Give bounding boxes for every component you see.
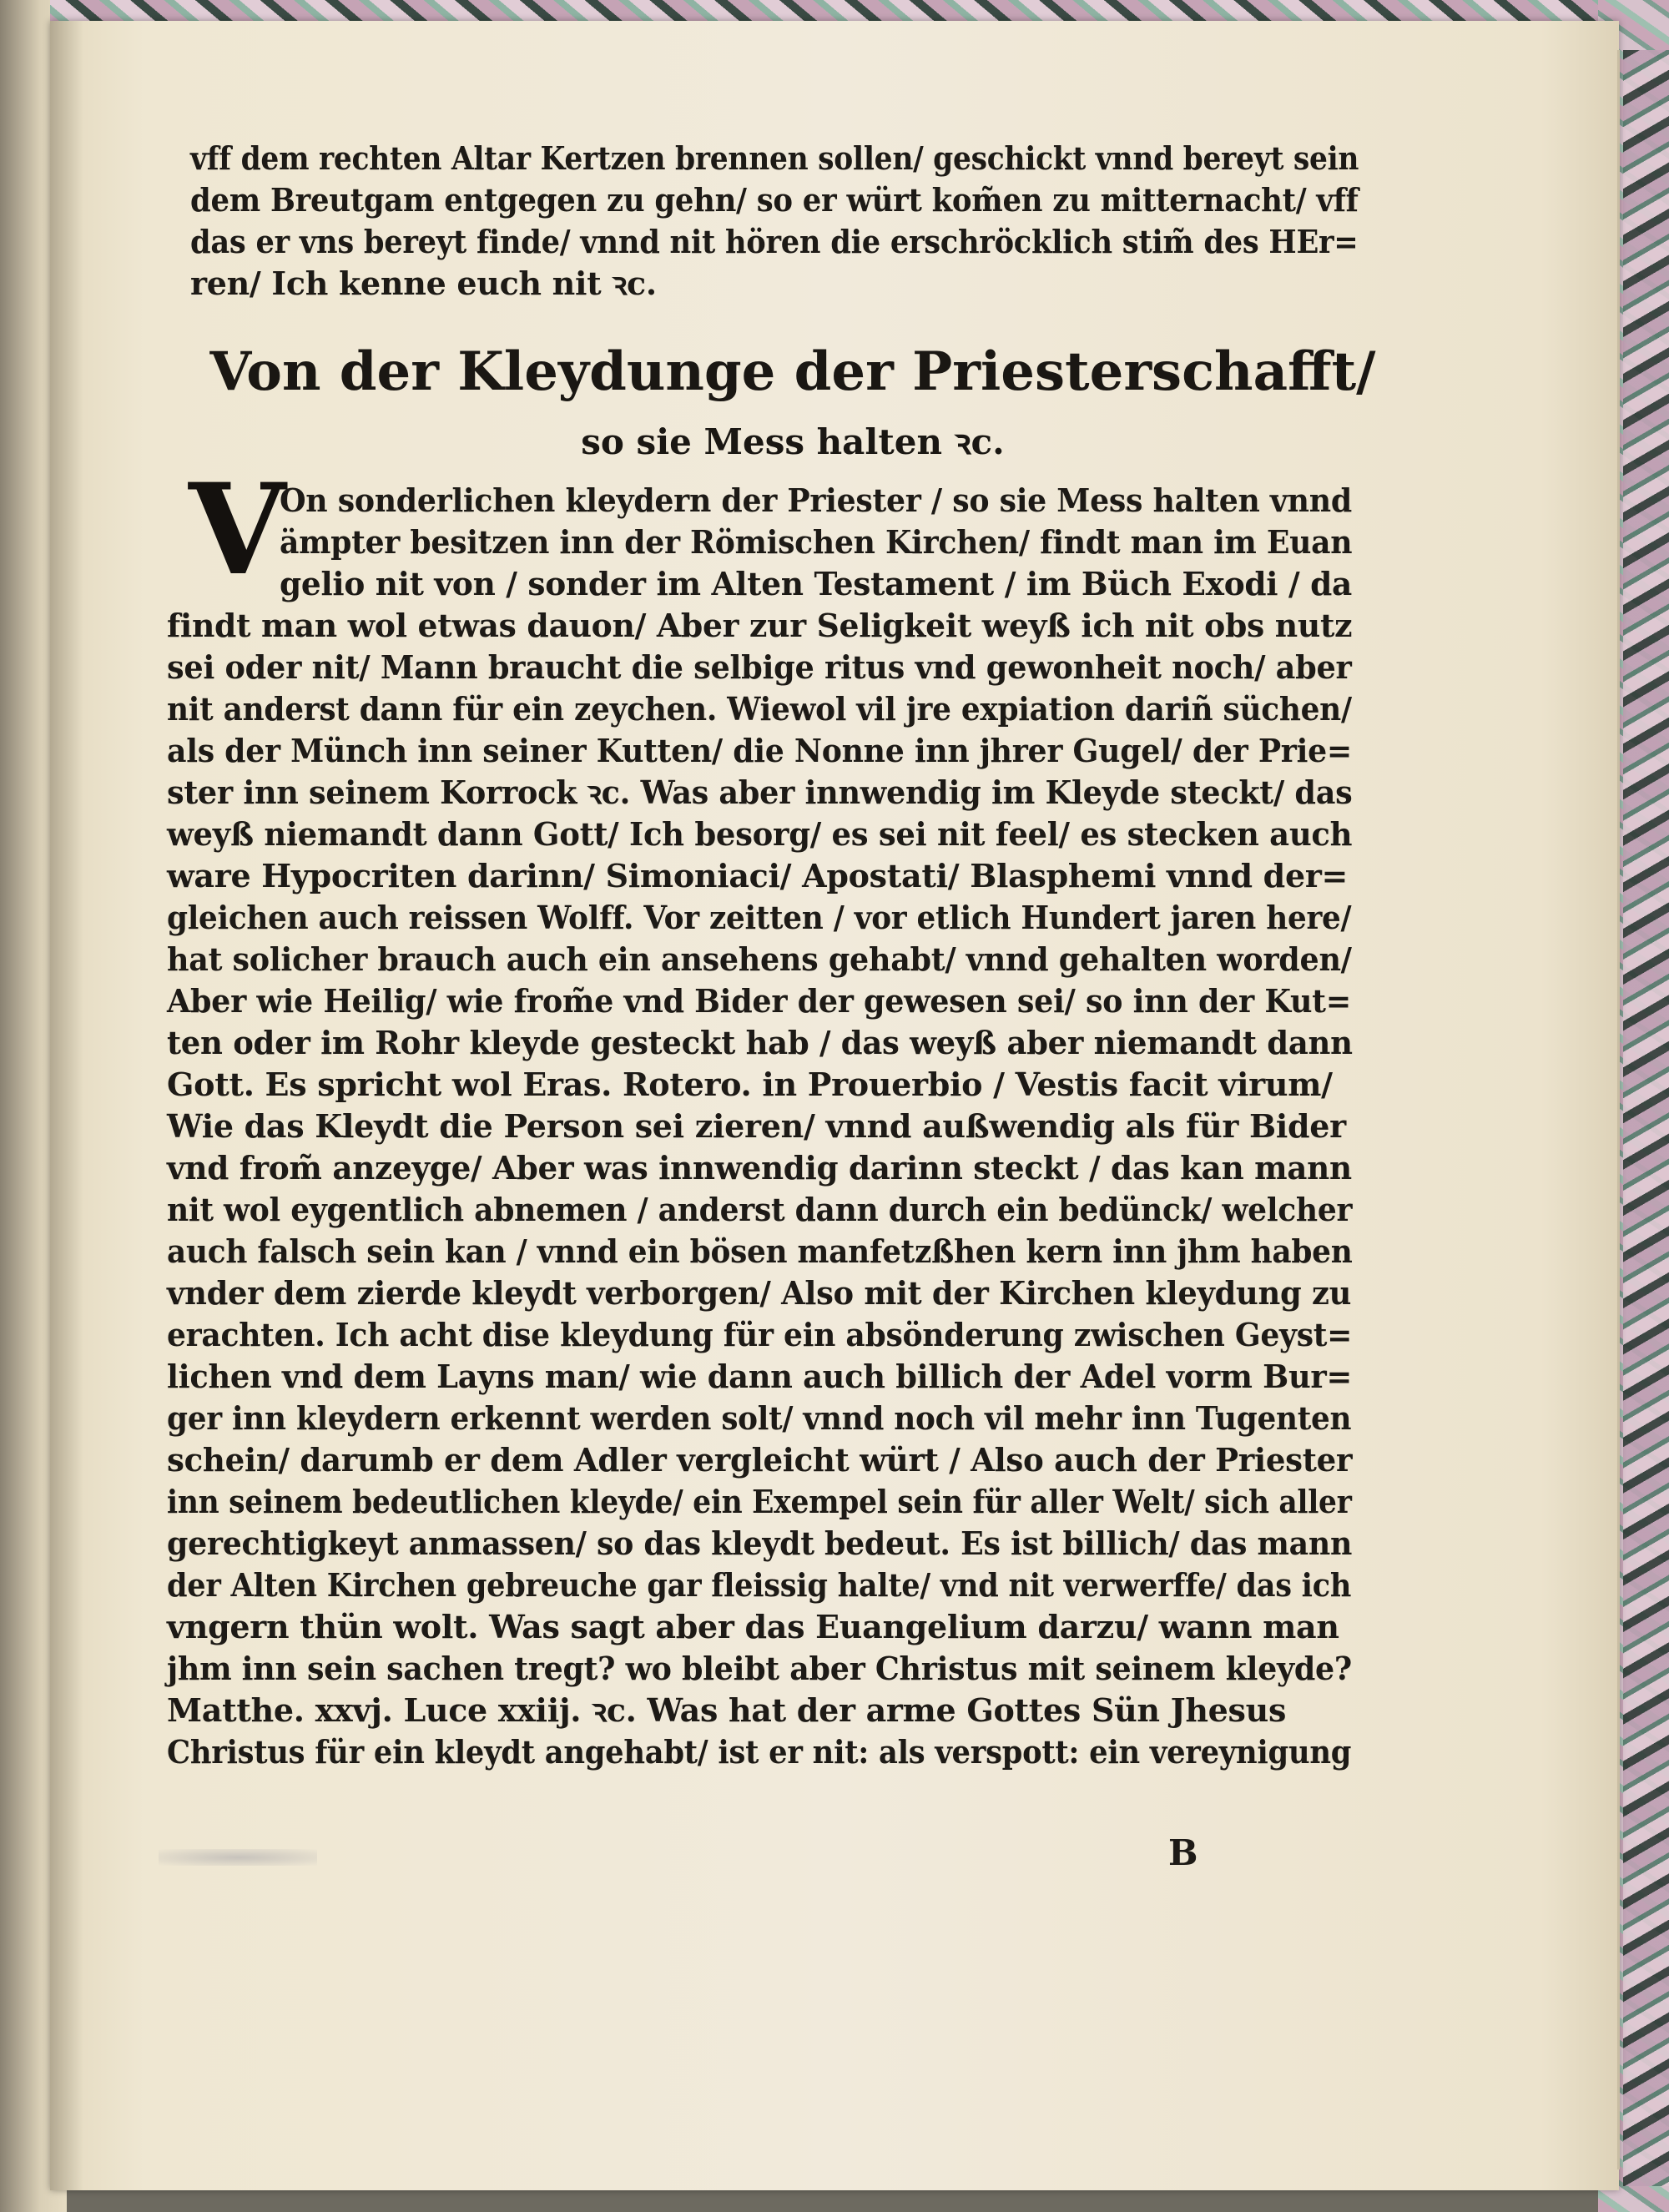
body-line: findt man wol etwas dauon/ Aber zur Seligkeit weyß ich nit obs nutz (167, 607, 1353, 644)
body-line: ämpter besitzen inn der Römischen Kirchen/ findt man im Euan (280, 523, 1353, 561)
intro-line: ren/ Ich kenne euch nit ꝛc. (190, 265, 657, 302)
body-line: nit wol eygentlich abnemen / anderst dann durch ein bedünck/ welcher (167, 1191, 1353, 1228)
body-line: On sonderlichen kleydern der Priester / so sie Mess halten vnnd (280, 481, 1352, 519)
ink-smudge (159, 1849, 317, 1866)
page-gutter (50, 21, 83, 2190)
section-heading: Von der Kleydunge der Priesterschafft/ (209, 340, 1376, 403)
body-line: weyß niemandt dann Gott/ Ich besorg/ es sei nit feel/ es stecken auch (167, 815, 1353, 853)
body-line: Wie das Kleydt die Person sei zieren/ vnnd außwendig als für Bider (167, 1107, 1346, 1145)
body-line: der Alten Kirchen gebreuche gar fleissig halte/ vnd nit verwerffe/ das ich (167, 1566, 1352, 1604)
body-line: gelio nit von / sonder im Alten Testament / im Büch Exodi / da (280, 565, 1353, 602)
intro-line: vff dem rechten Altar Kertzen brennen sollen/ geschickt vnnd bereyt sein (190, 139, 1359, 177)
signature-mark: B (1168, 1832, 1198, 1873)
body-line: schein/ darumb er dem Adler vergleicht würt / Also auch der Priester (167, 1441, 1353, 1479)
body-line: auch falsch sein kan / vnnd ein bösen manfetzßhen kern inn jhm haben (167, 1232, 1353, 1270)
decorated-initial: V (189, 456, 286, 603)
body-line: Christus für ein kleydt angehabt/ ist er nit: als verspott: ein vereynigung (167, 1733, 1352, 1771)
intro-line: dem Breutgam entgegen zu gehn/ so er würt kom̃en zu mitternacht/ vff (190, 181, 1359, 219)
body-line: Gott. Es spricht wol Eras. Rotero. in Prouerbio / Vestis facit virum/ (167, 1066, 1333, 1103)
body-line: Aber wie Heilig/ wie from̃e vnd Bider der gewesen sei/ so inn der Kut= (167, 982, 1351, 1020)
body-line: hat solicher brauch auch ein ansehens gehabt/ vnnd gehalten worden/ (167, 940, 1352, 978)
body-line: sei oder nit/ Mann braucht die selbige ritus vnd gewonheit noch/ aber (167, 648, 1352, 686)
body-line: ware Hypocriten darinn/ Simoniaci/ Apostati/ Blasphemi vnnd der= (167, 857, 1349, 894)
body-line: lichen vnd dem Layns man/ wie dann auch billich der Adel vorm Bur= (167, 1358, 1353, 1395)
body-line: gleichen auch reissen Wolff. Vor zeitten / vor etlich Hundert jaren here/ (167, 899, 1352, 936)
intro-line: das er vns bereyt finde/ vnnd nit hören die erschröcklich stim̃ des HEr= (190, 223, 1359, 260)
body-line: vngern thün wolt. Was sagt aber das Euangelium darzu/ wann man (167, 1608, 1339, 1645)
page-edge (1617, 50, 1620, 2169)
body-line: inn seinem bedeutlichen kleyde/ ein Exempel sein für aller Welt/ sich aller (167, 1483, 1352, 1520)
marbled-cover-pattern (1623, 50, 1669, 2186)
body-line: ten oder im Rohr kleyde gesteckt hab / das weyß aber niemandt dann (167, 1024, 1353, 1061)
body-line: vnd from̃ anzeyge/ Aber was innwendig darinn steckt / das kan mann (167, 1149, 1352, 1187)
body-line: jhm inn sein sachen tregt? wo bleibt aber Christus mit seinem kleyde? (167, 1650, 1352, 1687)
body-line: ster inn seinem Korrock ꝛc. Was aber innwendig im Kleyde steckt/ das (167, 773, 1353, 811)
body-line: Matthe. xxvj. Luce xxiij. ꝛc. Was hat der arme Gottes Sün Jhesus (167, 1691, 1287, 1729)
body-line: als der Münch inn seiner Kutten/ die Nonne inn jhrer Gugel/ der Prie= (167, 732, 1352, 769)
body-line: erachten. Ich acht dise kleydung für ein absönderung zwischen Geyst= (167, 1316, 1353, 1353)
body-line: nit anderst dann für ein zeychen. Wiewol vil jre expiation dariñ süchen/ (167, 690, 1352, 728)
body-line: vnder dem zierde kleydt verborgen/ Also mit der Kirchen kleydung zu (167, 1274, 1352, 1312)
section-subheading: so sie Mess halten ꝛc. (581, 421, 1005, 462)
body-line: gerechtigkeyt anmassen/ so das kleydt bedeut. Es ist billich/ das mann (167, 1524, 1353, 1562)
body-line: ger inn kleydern erkennt werden solt/ vnnd noch vil mehr inn Tugenten (167, 1399, 1352, 1437)
